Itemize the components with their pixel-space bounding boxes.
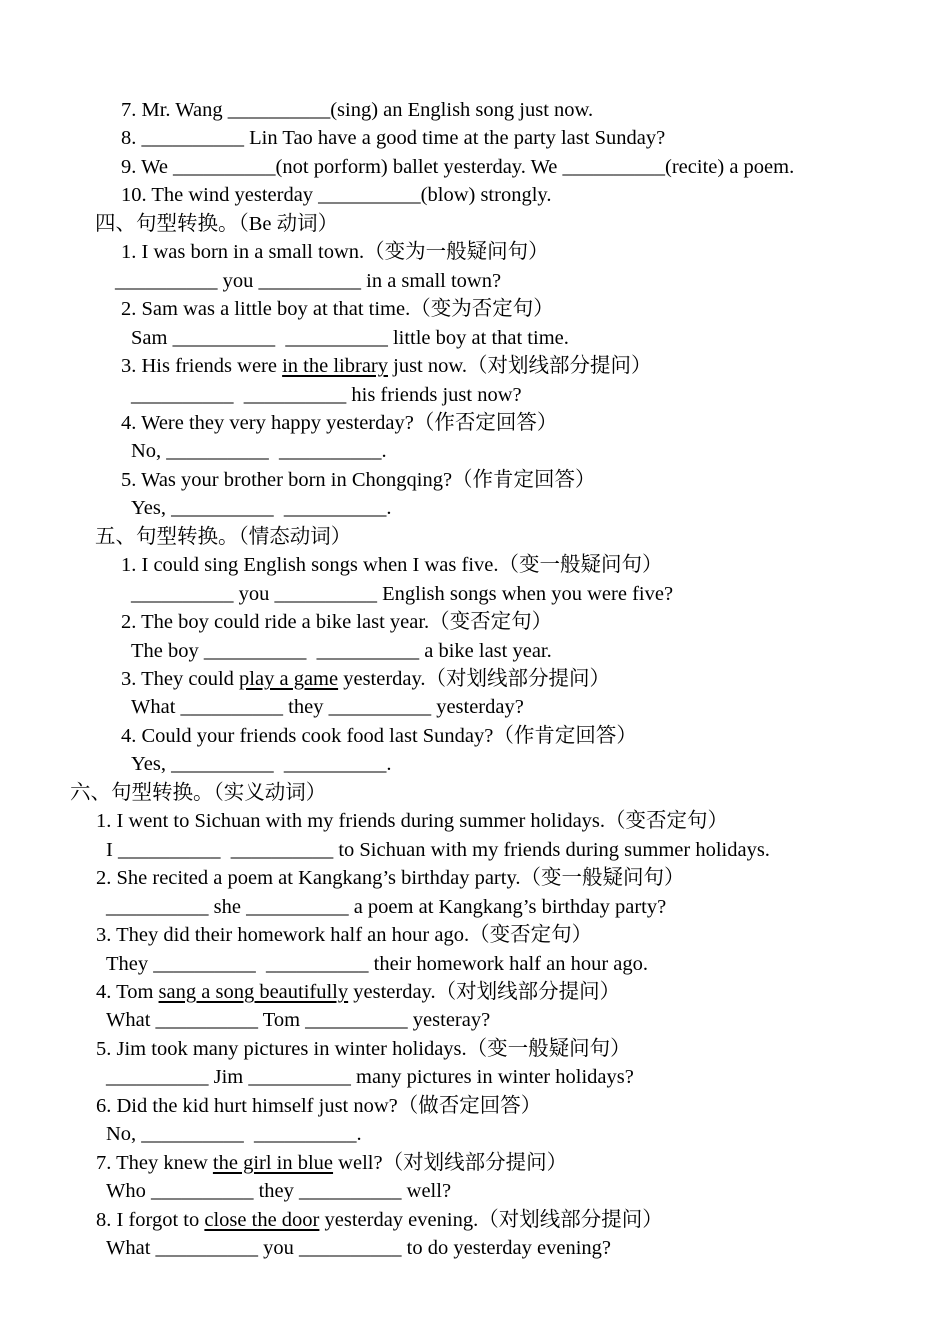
- text-line: [121, 352, 651, 380]
- line-text: __________ she __________ a poem at Kangkang’s birthday party?: [106, 895, 667, 918]
- text-line: [96, 1035, 631, 1063]
- underlined-phrase: close the door: [204, 1208, 320, 1231]
- line-text: 2. She recited a poem at Kangkang’s birthday party.（变一般疑问句）: [96, 867, 685, 890]
- line-text: 7. They knew: [96, 1151, 213, 1174]
- text-line: [106, 836, 770, 864]
- line-text: Yes, __________ __________.: [131, 497, 392, 520]
- line-text: 6. Did the kid hurt himself just now?（做否定回答）: [96, 1094, 542, 1117]
- line-text: yesterday.（对划线部分提问）: [348, 980, 621, 1003]
- line-text: What __________ Tom __________ yesteray?: [106, 1009, 491, 1032]
- text-line: [131, 437, 387, 465]
- text-line: [106, 1177, 451, 1205]
- line-text: 五、句型转换。（情态动词）: [95, 525, 352, 548]
- line-text: 3. They could: [121, 668, 240, 690]
- text-line: [121, 96, 593, 124]
- text-line: [106, 950, 648, 978]
- line-text: yesterday evening.（对划线部分提问）: [319, 1208, 663, 1231]
- line-text: __________ you __________ English songs when you were five?: [131, 582, 674, 605]
- line-text: 1. I could sing English songs when I was five.（变一般疑问句）: [121, 554, 663, 577]
- text-line: [121, 466, 596, 494]
- line-text: Sam __________ __________ little boy at that time.: [131, 326, 569, 349]
- text-line: [106, 1120, 362, 1148]
- line-text: 4. Tom: [96, 980, 159, 1003]
- line-text: 5. Was your brother born in Chongqing?（作肯定回答）: [121, 468, 596, 491]
- text-line: [96, 921, 592, 949]
- text-line: [131, 494, 391, 522]
- text-line: [131, 381, 522, 409]
- line-text: 1. I was born in a small town.（变为一般疑问句）: [121, 241, 549, 264]
- underlined-phrase: sang a song beautifully: [158, 980, 349, 1003]
- underlined-phrase: the girl in blue: [212, 1151, 334, 1174]
- line-text: just now.（对划线部分提问）: [388, 355, 652, 378]
- text-line: [121, 409, 557, 437]
- line-text: __________ Jim __________ many pictures in winter holidays?: [106, 1066, 634, 1089]
- line-text: What __________ they __________ yesterday?: [131, 696, 524, 719]
- text-line: [121, 124, 665, 152]
- line-text: __________ __________ his friends just now?: [131, 383, 522, 406]
- text-line: [96, 864, 684, 892]
- line-text: 六、句型转换。（实义动词）: [70, 781, 327, 804]
- line-text: I __________ __________ to Sichuan with my friends during summer holidays.: [106, 838, 770, 861]
- line-text: 2. The boy could ride a bike last year.（变否定句）: [121, 611, 553, 634]
- text-line: [121, 722, 637, 750]
- underlined-phrase: play a game: [239, 668, 339, 690]
- text-line: [96, 1149, 567, 1177]
- text-line: [106, 1234, 611, 1262]
- line-text: yesterday.（对划线部分提问）: [338, 668, 611, 690]
- line-text: What __________ you __________ to do yesterday evening?: [106, 1237, 612, 1259]
- text-line: [131, 693, 524, 721]
- text-line: [121, 181, 551, 209]
- text-line: [121, 551, 663, 579]
- line-text: No, __________ __________.: [106, 1123, 362, 1146]
- text-line: [121, 608, 552, 636]
- line-text: 10. The wind yesterday __________(blow) strongly.: [121, 184, 552, 207]
- text-line: [96, 1206, 663, 1234]
- text-line: [131, 750, 391, 778]
- text-line: [121, 153, 794, 181]
- line-text: well?（对划线部分提问）: [333, 1151, 568, 1174]
- line-text: Yes, __________ __________.: [131, 753, 392, 776]
- text-line: [121, 238, 549, 266]
- line-text: 5. Jim took many pictures in winter holidays.（变一般疑问句）: [96, 1037, 631, 1060]
- text-line: [96, 1092, 541, 1120]
- line-text: 2. Sam was a little boy at that time.（变为否定句）: [121, 298, 554, 321]
- line-text: The boy __________ __________ a bike last year.: [131, 639, 552, 662]
- line-text: 3. His friends were: [121, 355, 283, 378]
- line-text: 4. Could your friends cook food last Sunday?（作肯定回答）: [121, 724, 637, 747]
- text-line: [121, 295, 554, 323]
- line-text: They __________ __________ their homework half an hour ago.: [106, 952, 649, 975]
- underlined-phrase: in the library: [282, 355, 388, 378]
- line-text: No, __________ __________.: [131, 440, 387, 463]
- text-line: [96, 978, 620, 1006]
- text-line: [131, 637, 552, 665]
- text-line: [95, 210, 338, 238]
- line-text: 7. Mr. Wang __________(sing) an English song just now.: [121, 99, 594, 121]
- text-line: [106, 1063, 634, 1091]
- line-text: 1. I went to Sichuan with my friends during summer holidays.（变否定句）: [96, 810, 729, 833]
- text-line: [121, 665, 610, 693]
- line-text: Who __________ they __________ well?: [106, 1180, 452, 1203]
- line-text: 3. They did their homework half an hour ago.（变否定句）: [96, 924, 593, 947]
- line-text: 9. We __________(not porform) ballet yesterday. We __________(recite) a poem.: [121, 155, 795, 178]
- text-line: [131, 580, 673, 608]
- line-text: 8. I forgot to: [96, 1208, 205, 1231]
- text-line: [131, 324, 569, 352]
- text-line: [96, 807, 728, 835]
- line-text: __________ you __________ in a small town?: [115, 269, 502, 292]
- line-text: 4. Were they very happy yesterday?（作否定回答）: [121, 411, 558, 434]
- text-line: [115, 267, 501, 295]
- text-line: [106, 893, 666, 921]
- text-line: [106, 1006, 490, 1034]
- line-text: 8. __________ Lin Tao have a good time at the party last Sunday?: [121, 127, 666, 150]
- text-line: [95, 523, 351, 551]
- line-text: 四、句型转换。（Be 动词）: [95, 212, 339, 235]
- text-line: [70, 779, 326, 807]
